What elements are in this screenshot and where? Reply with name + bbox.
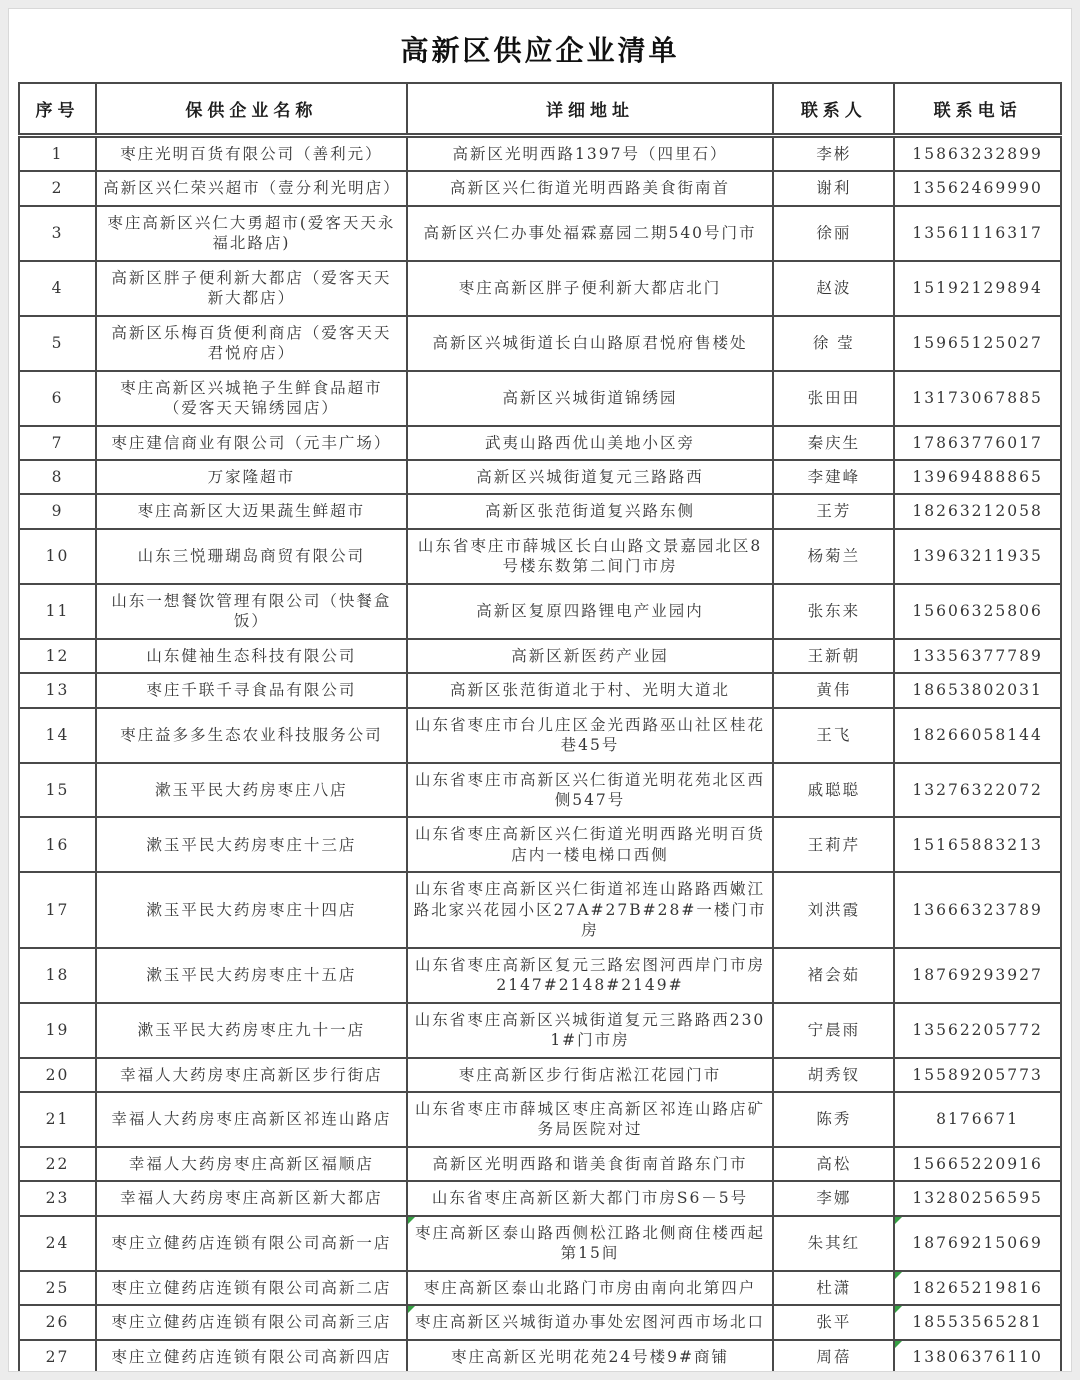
cell-contact: 杨菊兰 (773, 529, 894, 584)
table-row (19, 136, 1061, 172)
cell-contact: 戚聪聪 (773, 763, 894, 818)
cell-serial: 15 (19, 763, 96, 818)
cell-serial: 4 (19, 261, 96, 316)
table-body (19, 136, 1061, 1373)
cell-contact: 黄伟 (773, 673, 894, 707)
cell-phone: 15863232899 (894, 136, 1061, 172)
cell-address: 高新区光明西路和谐美食街南首路东门市 (407, 1147, 774, 1181)
cell-phone: 8176671 (894, 1092, 1061, 1147)
cell-phone: 17863776017 (894, 426, 1061, 460)
cell-company-name: 枣庄高新区兴城艳子生鲜食品超市（爱客天天锦绣园店） (96, 371, 407, 426)
cell-company-name: 山东一想餐饮管理有限公司（快餐盒饭） (96, 584, 407, 639)
cell-company-name: 万家隆超市 (96, 460, 407, 494)
table-row (19, 371, 1061, 426)
cell-serial: 6 (19, 371, 96, 426)
cell-phone: 13173067885 (894, 371, 1061, 426)
cell-company-name: 漱玉平民大药房枣庄九十一店 (96, 1003, 407, 1058)
cell-address: 山东省枣庄市台儿庄区金光西路巫山社区桂花巷45号 (407, 708, 774, 763)
cell-address: 高新区复原四路锂电产业园内 (407, 584, 774, 639)
cell-phone: 13969488865 (894, 460, 1061, 494)
cell-address: 枣庄高新区光明花苑24号楼9#商铺 (407, 1340, 774, 1372)
cell-contact: 赵波 (773, 261, 894, 316)
cell-phone: 18769293927 (894, 948, 1061, 1003)
cell-company-name: 山东三悦珊瑚岛商贸有限公司 (96, 529, 407, 584)
cell-contact: 李娜 (773, 1181, 894, 1215)
cell-contact: 高松 (773, 1147, 894, 1181)
cell-contact: 李建峰 (773, 460, 894, 494)
cell-contact: 徐丽 (773, 206, 894, 261)
cell-contact: 陈秀 (773, 1092, 894, 1147)
cell-serial: 23 (19, 1181, 96, 1215)
cell-company-name: 漱玉平民大药房枣庄十三店 (96, 817, 407, 872)
cell-serial: 7 (19, 426, 96, 460)
cell-company-name: 高新区兴仁荣兴超市（壹分利光明店） (96, 171, 407, 205)
table-row (19, 639, 1061, 673)
cell-serial: 5 (19, 316, 96, 371)
cell-serial: 11 (19, 584, 96, 639)
table-row (19, 763, 1061, 818)
table-row (19, 948, 1061, 1003)
cell-company-name: 枣庄高新区大迈果蔬生鲜超市 (96, 494, 407, 528)
cell-phone: 13562469990 (894, 171, 1061, 205)
cell-company-name: 枣庄立健药店连锁有限公司高新一店 (96, 1216, 407, 1271)
table-row (19, 460, 1061, 494)
cell-address: 山东省枣庄市高新区兴仁街道光明花苑北区西侧547号 (407, 763, 774, 818)
cell-company-name: 枣庄建信商业有限公司（元丰广场） (96, 426, 407, 460)
comment-corner-mark-icon (895, 1272, 902, 1279)
cell-serial: 8 (19, 460, 96, 494)
cell-company-name: 枣庄立健药店连锁有限公司高新四店 (96, 1340, 407, 1372)
cell-company-name: 漱玉平民大药房枣庄八店 (96, 763, 407, 818)
cell-address: 山东省枣庄高新区兴仁街道祁连山路路西嫩江路北家兴花园小区27A#27B#28#一楼门市房 (407, 872, 774, 947)
cell-contact: 王飞 (773, 708, 894, 763)
table-row (19, 1340, 1061, 1372)
cell-company-name: 高新区胖子便利新大都店（爱客天天新大都店） (96, 261, 407, 316)
cell-company-name: 枣庄立健药店连锁有限公司高新二店 (96, 1271, 407, 1305)
cell-address: 武夷山路西优山美地小区旁 (407, 426, 774, 460)
header-address: 详细地址 (407, 83, 774, 136)
cell-phone: 13276322072 (894, 763, 1061, 818)
cell-phone: 15165883213 (894, 817, 1061, 872)
cell-address: 高新区张范街道北于村、光明大道北 (407, 673, 774, 707)
cell-contact: 徐 莹 (773, 316, 894, 371)
table-row (19, 584, 1061, 639)
cell-phone: 15606325806 (894, 584, 1061, 639)
cell-serial: 10 (19, 529, 96, 584)
cell-phone: 13666323789 (894, 872, 1061, 947)
cell-company-name: 高新区乐梅百货便利商店（爱客天天君悦府店） (96, 316, 407, 371)
table-row (19, 494, 1061, 528)
cell-serial: 20 (19, 1058, 96, 1092)
cell-company-name: 枣庄千联千寻食品有限公司 (96, 673, 407, 707)
table-row (19, 529, 1061, 584)
table-row (19, 1003, 1061, 1058)
table-row (19, 708, 1061, 763)
cell-contact: 张田田 (773, 371, 894, 426)
cell-company-name: 枣庄益多多生态农业科技服务公司 (96, 708, 407, 763)
comment-corner-mark-icon (408, 1306, 415, 1313)
supplier-table (18, 82, 1062, 1372)
cell-serial: 22 (19, 1147, 96, 1181)
cell-contact: 王莉芹 (773, 817, 894, 872)
table-row (19, 817, 1061, 872)
cell-contact: 胡秀钗 (773, 1058, 894, 1092)
cell-serial: 26 (19, 1305, 96, 1339)
cell-phone: 13561116317 (894, 206, 1061, 261)
table-row (19, 1181, 1061, 1215)
cell-phone: 15192129894 (894, 261, 1061, 316)
cell-phone: 18769215069 (894, 1216, 1061, 1271)
cell-address: 枣庄高新区兴城街道办事处宏图河西市场北口 (407, 1305, 774, 1339)
cell-company-name: 幸福人大药房枣庄高新区步行街店 (96, 1058, 407, 1092)
cell-phone: 13280256595 (894, 1181, 1061, 1215)
comment-corner-mark-icon (895, 1306, 902, 1313)
cell-contact: 褚会茹 (773, 948, 894, 1003)
cell-address: 山东省枣庄市薛城区长白山路文景嘉园北区8号楼东数第二间门市房 (407, 529, 774, 584)
cell-address: 山东省枣庄高新区复元三路宏图河西岸门市房2147#2148#2149# (407, 948, 774, 1003)
cell-address: 山东省枣庄市薛城区枣庄高新区祁连山路店矿务局医院对过 (407, 1092, 774, 1147)
document-page (8, 8, 1072, 1372)
cell-serial: 19 (19, 1003, 96, 1058)
cell-serial: 21 (19, 1092, 96, 1147)
cell-address: 山东省枣庄高新区兴城街道复元三路路西2301#门市房 (407, 1003, 774, 1058)
cell-company-name: 枣庄立健药店连锁有限公司高新三店 (96, 1305, 407, 1339)
cell-serial: 18 (19, 948, 96, 1003)
cell-phone: 18263212058 (894, 494, 1061, 528)
table-row (19, 206, 1061, 261)
cell-company-name: 幸福人大药房枣庄高新区新大都店 (96, 1181, 407, 1215)
page-title: 高新区供应企业清单 (400, 34, 680, 67)
cell-address: 高新区兴仁街道光明西路美食街南首 (407, 171, 774, 205)
table-row (19, 1271, 1061, 1305)
cell-contact: 秦庆生 (773, 426, 894, 460)
table-row (19, 1147, 1061, 1181)
cell-company-name: 枣庄高新区兴仁大勇超市(爱客天天永福北路店) (96, 206, 407, 261)
cell-company-name: 幸福人大药房枣庄高新区祁连山路店 (96, 1092, 407, 1147)
cell-contact: 周蓓 (773, 1340, 894, 1372)
cell-serial: 12 (19, 639, 96, 673)
cell-phone: 15965125027 (894, 316, 1061, 371)
table-row (19, 673, 1061, 707)
comment-corner-mark-icon (895, 1217, 902, 1224)
cell-serial: 3 (19, 206, 96, 261)
cell-contact: 朱其红 (773, 1216, 894, 1271)
header-phone: 联系电话 (894, 83, 1061, 136)
cell-phone: 18265219816 (894, 1271, 1061, 1305)
table-row (19, 171, 1061, 205)
table-row (19, 316, 1061, 371)
cell-address: 山东省枣庄高新区兴仁街道光明西路光明百货店内一楼电梯口西侧 (407, 817, 774, 872)
cell-address: 高新区新医药产业园 (407, 639, 774, 673)
table-row (19, 1092, 1061, 1147)
comment-corner-mark-icon (895, 1341, 902, 1348)
cell-address: 枣庄高新区步行街店淞江花园门市 (407, 1058, 774, 1092)
cell-contact: 李彬 (773, 136, 894, 172)
cell-serial: 24 (19, 1216, 96, 1271)
cell-serial: 13 (19, 673, 96, 707)
header-company-name: 保供企业名称 (96, 83, 407, 136)
cell-serial: 17 (19, 872, 96, 947)
table-row (19, 1058, 1061, 1092)
cell-address: 枣庄高新区胖子便利新大都店北门 (407, 261, 774, 316)
cell-serial: 14 (19, 708, 96, 763)
cell-company-name: 漱玉平民大药房枣庄十四店 (96, 872, 407, 947)
cell-serial: 16 (19, 817, 96, 872)
cell-phone: 13806376110 (894, 1340, 1061, 1372)
table-row (19, 1305, 1061, 1339)
cell-address: 枣庄高新区泰山路西侧松江路北侧商住楼西起第15间 (407, 1216, 774, 1271)
cell-serial: 2 (19, 171, 96, 205)
cell-phone: 13562205772 (894, 1003, 1061, 1058)
cell-serial: 9 (19, 494, 96, 528)
cell-serial: 1 (19, 136, 96, 172)
cell-contact: 刘洪霞 (773, 872, 894, 947)
cell-address: 高新区兴城街道复元三路路西 (407, 460, 774, 494)
comment-corner-mark-icon (408, 1217, 415, 1224)
cell-phone: 13356377789 (894, 639, 1061, 673)
cell-address: 高新区兴城街道长白山路原君悦府售楼处 (407, 316, 774, 371)
table-header-row (19, 83, 1061, 136)
cell-phone: 18553565281 (894, 1305, 1061, 1339)
table-row (19, 426, 1061, 460)
cell-address: 高新区兴仁办事处福霖嘉园二期540号门市 (407, 206, 774, 261)
cell-phone: 13963211935 (894, 529, 1061, 584)
cell-contact: 宁晨雨 (773, 1003, 894, 1058)
table-row (19, 872, 1061, 947)
cell-address: 高新区张范街道复兴路东侧 (407, 494, 774, 528)
cell-company-name: 枣庄光明百货有限公司（善利元） (96, 136, 407, 172)
cell-phone: 15665220916 (894, 1147, 1061, 1181)
header-contact: 联系人 (773, 83, 894, 136)
cell-contact: 张平 (773, 1305, 894, 1339)
cell-company-name: 漱玉平民大药房枣庄十五店 (96, 948, 407, 1003)
cell-address: 高新区兴城街道锦绣园 (407, 371, 774, 426)
cell-phone: 18266058144 (894, 708, 1061, 763)
cell-address: 山东省枣庄高新区新大都门市房S6－5号 (407, 1181, 774, 1215)
cell-phone: 18653802031 (894, 673, 1061, 707)
cell-serial: 27 (19, 1340, 96, 1372)
cell-address: 枣庄高新区泰山北路门市房由南向北第四户 (407, 1271, 774, 1305)
table-row (19, 1216, 1061, 1271)
cell-contact: 杜潇 (773, 1271, 894, 1305)
cell-serial: 25 (19, 1271, 96, 1305)
table-row (19, 261, 1061, 316)
cell-contact: 王新朝 (773, 639, 894, 673)
cell-company-name: 山东健袖生态科技有限公司 (96, 639, 407, 673)
cell-phone: 15589205773 (894, 1058, 1061, 1092)
cell-contact: 王芳 (773, 494, 894, 528)
cell-company-name: 幸福人大药房枣庄高新区福顺店 (96, 1147, 407, 1181)
cell-address: 高新区光明西路1397号（四里石） (407, 136, 774, 172)
cell-contact: 谢利 (773, 171, 894, 205)
cell-contact: 张东来 (773, 584, 894, 639)
header-serial: 序号 (19, 83, 96, 136)
